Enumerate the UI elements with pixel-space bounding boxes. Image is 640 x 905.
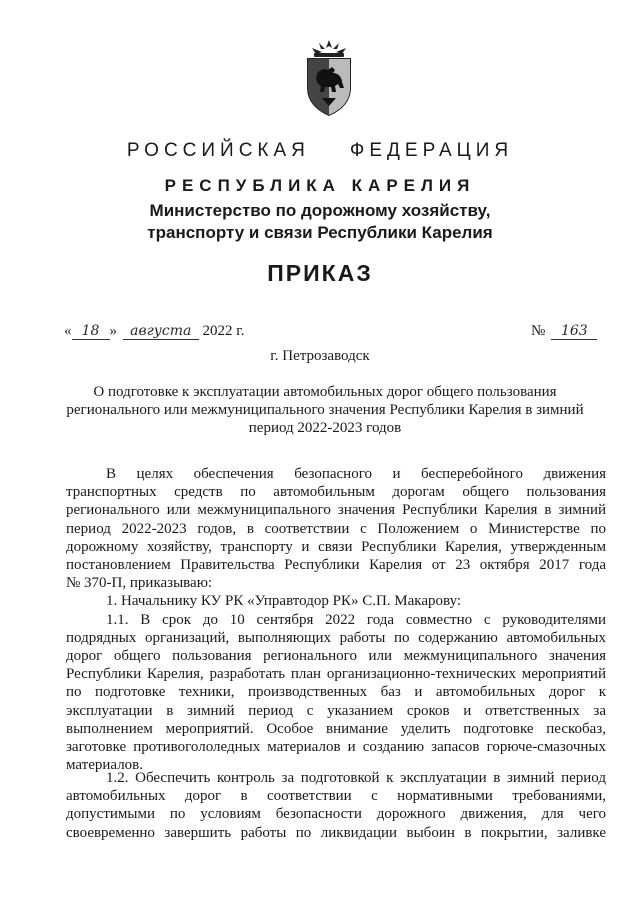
body-line: В целях обеспечения безопасного и бесперебойного движения [106, 466, 606, 482]
item-1-2-paragraph [66, 769, 606, 842]
body-line: по подготовке техники, производственных баз и автомобильных дорог к [66, 684, 606, 701]
date-month-handwritten: августа [123, 323, 199, 340]
republic-heading: РЕСПУБЛИКА КАРЕЛИЯ [164, 176, 476, 195]
subject-line: О подготовке к эксплуатации автомобильных дорог общего пользования [93, 384, 557, 400]
document-city: г. Петрозаводск [270, 348, 370, 364]
body-line: подрядных организаций, выполняющих работы по содержанию автомобильных [66, 629, 606, 646]
subject-line: регионального или межмуниципального значения Республики Карелия в зимний [66, 402, 584, 418]
body-line: своевременно завершить работы по ликвидации выбоин в покрытии, заливке [66, 824, 606, 841]
body-line: 1.2. Обеспечить контроль за подготовкой к эксплуатации в зимний период [106, 770, 606, 786]
ministry-line-1: Министерство по дорожному хозяйству, [149, 201, 491, 220]
document-number [531, 323, 597, 340]
body-line: № 370-П, приказываю: [66, 575, 213, 592]
country-heading-left: РОССИЙСКАЯ [126, 140, 310, 161]
body-line: период 2022-2023 годов, в соответствии с Положением о Министерстве по [66, 520, 606, 537]
body-line: постановлением Правительства Республики Карелия от 23 октября 2017 года [66, 557, 606, 574]
date-quote-open: « [64, 323, 72, 339]
item-1-heading: 1. Начальнику КУ РК «Управтодор РК» С.П. Макарову: [106, 593, 462, 610]
date-year: 2022 г. [202, 323, 245, 339]
preamble-paragraph [66, 465, 606, 774]
country-heading-right: ФЕДЕРАЦИЯ [349, 140, 514, 161]
country-heading [0, 140, 640, 162]
body-line: автомобильных дорог в соответствии с нормативными требованиями, [66, 788, 606, 805]
body-line: Республики Карелия, разработать план организационно-технических мероприятий [66, 666, 606, 683]
body-line: заготовке противогололедных материалов и созданию запасов горюче-смазочных [66, 739, 606, 756]
document-subject [60, 383, 590, 437]
body-line: допустимыми по условиям безопасности дорожного движения, для чего [66, 806, 606, 823]
body-line: дорог общего пользования регионального или межмуниципального значения [66, 648, 606, 665]
document-date [64, 323, 244, 340]
karelia-coat-of-arms-icon [302, 40, 356, 116]
number-sign: № [531, 323, 546, 339]
body-line: дорожному хозяйству, транспорту и связи Республики Карелия, утвержденным [66, 538, 606, 555]
number-handwritten: 163 [551, 323, 597, 340]
ministry-line-2: транспорту и связи Республики Карелия [147, 223, 493, 242]
document-type-title: ПРИКАЗ [267, 260, 373, 286]
body-line: 1.1. В срок до 10 сентября 2022 года совместно с руководителями [106, 611, 606, 628]
date-quote-close: » [109, 323, 117, 339]
body-line: регионального или межмуниципального значения Республики Карелия в зимний [66, 502, 606, 519]
body-line: материалов. [66, 757, 144, 774]
body-line: транспортных средств по автомобильным дорогам общего пользования [66, 484, 606, 501]
subject-line: период 2022-2023 годов [248, 420, 402, 436]
body-line: эксплуатации в зимний период с указанием сроков и ответственных за [66, 702, 606, 719]
body-line: выполнением мероприятий. Особое внимание уделить подготовке пескобаз, [66, 720, 606, 737]
ministry-heading [0, 200, 640, 244]
date-day-handwritten: 18 [72, 323, 110, 340]
